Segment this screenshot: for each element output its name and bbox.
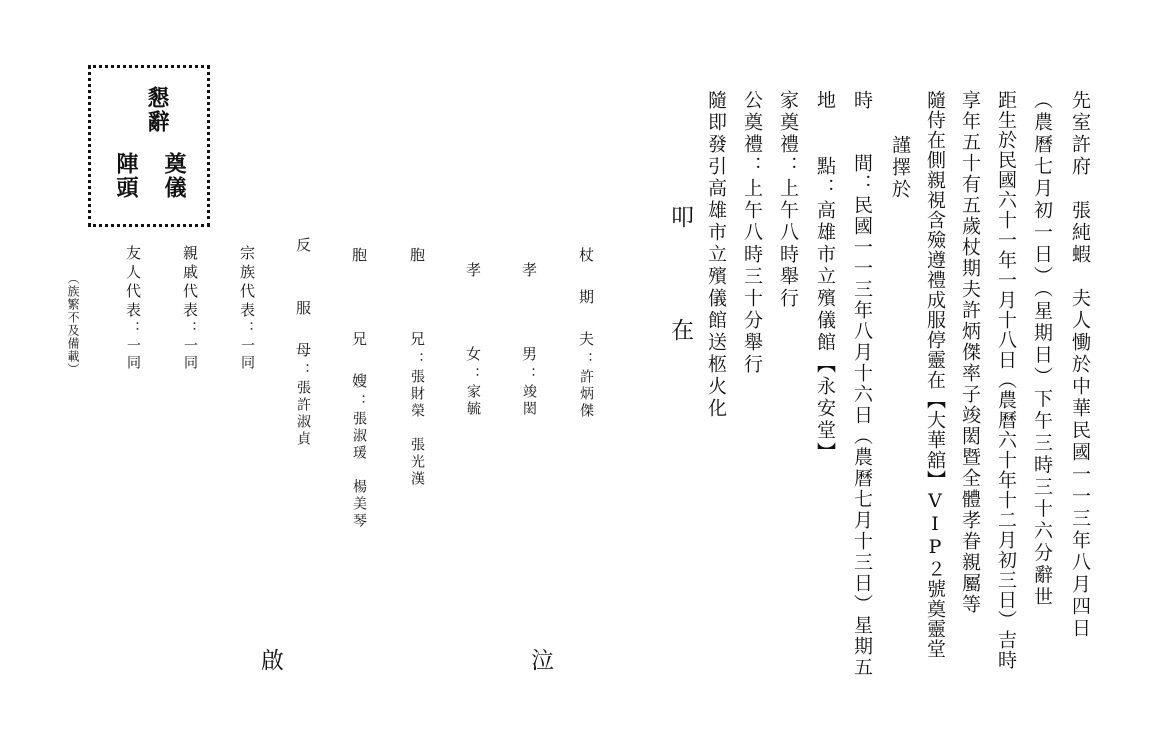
decline-notice-line2b: 陣頭 <box>113 152 139 200</box>
family-column <box>351 247 366 530</box>
family-column <box>125 245 140 372</box>
family-role: 反 服 母 <box>294 237 312 363</box>
family-role: 孝 女 <box>464 262 482 367</box>
family-role: 孝 男 <box>520 262 538 367</box>
announcement-line-5: 隨侍在側親視含殮遵禮成服停靈在【大華舘】VIP２號奠靈堂 <box>924 90 946 659</box>
family-role: 胞 兄 <box>408 247 426 352</box>
family-role: 親戚代表 <box>181 245 199 321</box>
decline-notice-line1: 懇辭 <box>144 86 170 134</box>
family-column <box>295 237 310 448</box>
family-column <box>239 245 254 372</box>
family-names: ：家毓 <box>465 367 481 418</box>
decline-notice-box <box>88 65 210 227</box>
announcement-line-place: 地 點：高雄市立殯儀館【永安堂】 <box>814 90 836 464</box>
qi2-character: 啟 <box>257 648 283 671</box>
family-column <box>465 262 480 418</box>
family-names: ：張財榮 張光漢 <box>409 352 425 488</box>
family-role: 胞 兄 嫂 <box>350 247 368 394</box>
family-role: 杖 期 夫 <box>577 247 595 352</box>
announcement-line-procession: 隨即發引高雄市立殯儀館送柩火化 <box>705 90 727 420</box>
family-column <box>182 245 197 372</box>
zai-character: 在 <box>667 318 693 341</box>
family-names: ：一同 <box>182 321 198 372</box>
announcement-line-time: 時 間：民國一一三年八月十六日（農曆七月十三日）星期五 <box>851 90 873 678</box>
family-column <box>578 247 593 420</box>
family-column <box>409 247 424 488</box>
announcement-line-6: 謹擇於 <box>889 135 911 201</box>
announcement-line-3: 距生於民國六十一年一月十八日（農曆六十年十二月初三日）吉時 <box>995 90 1017 670</box>
announcement-line-1: 先室許府 張純蝦 夫人慟於中華民國一一三年八月四日 <box>1069 90 1091 640</box>
family-names: ：一同 <box>239 321 255 372</box>
family-names: ：一同 <box>125 321 141 372</box>
announcement-line-public-rite: 公奠禮：上午八時三十分舉行 <box>741 90 763 376</box>
qi-character: 泣 <box>527 648 553 671</box>
family-names: ：張許淑貞 <box>295 363 311 448</box>
decline-notice-line2a: 奠儀 <box>161 152 187 200</box>
announcement-line-4: 享年五十有五歲杖期夫許炳傑率子竣閎暨全體孝眷親屬等 <box>959 90 981 615</box>
family-column <box>521 262 536 418</box>
announcement-line-2: （農曆七月初一日）（星期日）下午三時三十六分辭世 <box>1031 90 1053 609</box>
family-role: 友人代表 <box>124 245 142 321</box>
family-names: ：竣閎 <box>521 367 537 418</box>
kou-character: 叩 <box>667 205 693 228</box>
family-role: 宗族代表 <box>238 245 256 321</box>
announcement-line-family-rite: 家奠禮：上午八時舉行 <box>777 90 799 310</box>
family-note: （族繁不及備載） <box>66 272 80 376</box>
family-names: ：張淑瑗 楊美琴 <box>351 394 367 530</box>
family-names: ：許炳傑 <box>578 352 594 420</box>
